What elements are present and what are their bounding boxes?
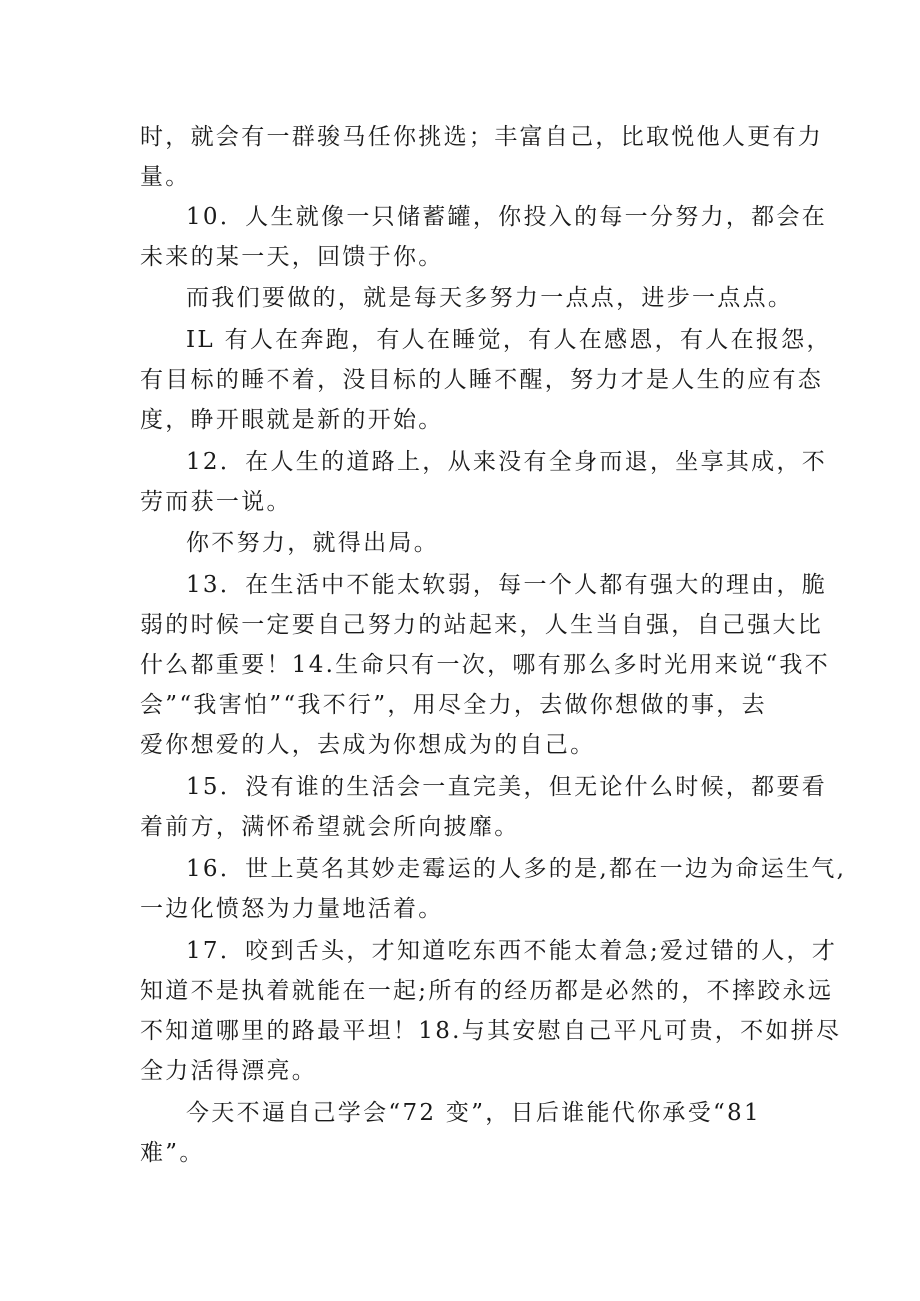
text-line: 着前方，满怀希望就会所向披靡。 bbox=[140, 814, 520, 840]
text-line: IL 有人在奔跑，有人在睡觉，有人在感恩，有人在报怨， bbox=[186, 327, 832, 353]
text-line: 17．咬到舌头，才知道吃东西不能太着急;爱过错的人，才 bbox=[186, 938, 838, 964]
text-line: 难”。 bbox=[140, 1140, 205, 1166]
text-line: 度，睁开眼就是新的开始。 bbox=[140, 407, 444, 433]
text-line: 弱的时候一定要自己努力的站起来，人生当自强，自己强大比 bbox=[140, 612, 824, 638]
text-line: 16．世上莫名其妙走霉运的人多的是,都在一边为命运生气, bbox=[186, 856, 847, 882]
text-line: 劳而获一说。 bbox=[140, 489, 292, 515]
text-line: 不知道哪里的路最平坦！18.与其安慰自己平凡可贵，不如拼尽 bbox=[140, 1018, 842, 1044]
text-line: 全力活得漂亮。 bbox=[140, 1058, 318, 1084]
text-line: 今天不逼自己学会“72 变”，日后谁能代你承受“81 bbox=[186, 1100, 761, 1126]
text-line: 15．没有谁的生活会一直完美，但无论什么时候，都要看 bbox=[186, 774, 828, 800]
text-line: 量。 bbox=[140, 164, 191, 190]
text-line: 一边化愤怒为力量地活着。 bbox=[140, 896, 444, 922]
text-line: 什么都重要！14.生命只有一次，哪有那么多时光用来说“我不 bbox=[140, 652, 831, 678]
text-line: 爱你想爱的人，去成为你想成为的自己。 bbox=[140, 732, 596, 758]
text-line: 时，就会有一群骏马任你挑选；丰富自己，比取悦他人更有力 bbox=[140, 124, 824, 150]
text-line: 你不努力，就得出局。 bbox=[186, 530, 439, 556]
text-line: 12．在人生的道路上，从来没有全身而退，坐享其成，不 bbox=[186, 449, 828, 475]
text-line: 而我们要做的，就是每天多努力一点点，进步一点点。 bbox=[186, 285, 794, 311]
text-line: 未来的某一天，回馈于你。 bbox=[140, 244, 444, 270]
text-line: 有目标的睡不着，没目标的人睡不醒，努力才是人生的应有态 bbox=[140, 367, 824, 393]
text-line: 会”“我害怕”“我不行”，用尽全力，去做你想做的事，去 bbox=[140, 692, 767, 718]
text-line: 10．人生就像一只储蓄罐，你投入的每一分努力，都会在 bbox=[186, 204, 828, 230]
text-line: 知道不是执着就能在一起;所有的经历都是必然的，不摔跤永远 bbox=[140, 978, 834, 1004]
text-line: 13．在生活中不能太软弱，每一个人都有强大的理由，脆 bbox=[186, 572, 828, 598]
